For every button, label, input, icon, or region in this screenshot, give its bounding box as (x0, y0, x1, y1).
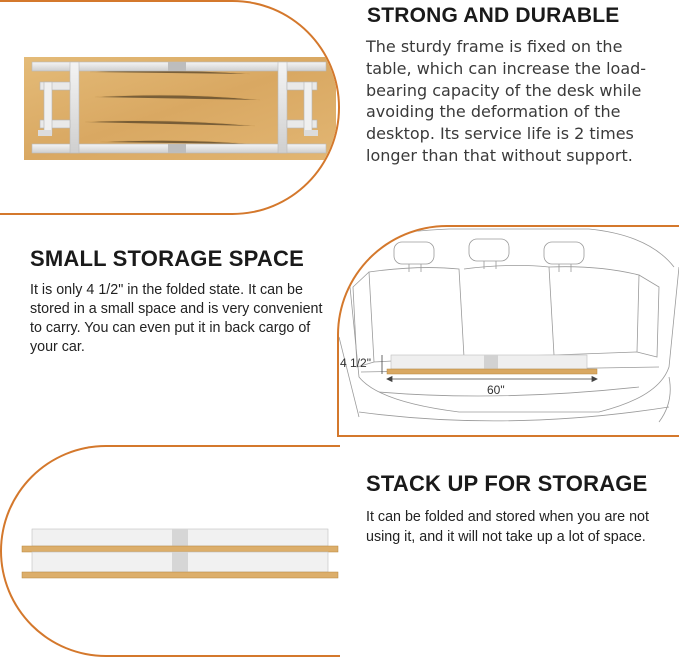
stacked-tables-illustration (2, 447, 340, 657)
section-body-stack: It can be folded and stored when you are not using it, and it will not take up a lot of space. (366, 509, 649, 545)
car-trunk-illustration (339, 227, 679, 437)
frame-underside-panel (0, 0, 340, 215)
section-heading-storage: SMALL STORAGE SPACE (30, 246, 304, 271)
stacked-tables-panel (0, 445, 340, 657)
section-body-strong: The sturdy frame is fixed on the table, which can increase the load-bearing capacity of the desk while avoiding the deformation of the desktop. Its service life is 2 times longer than that without support. (366, 37, 647, 165)
car-cargo-panel (337, 225, 679, 437)
folded-table-top (387, 369, 597, 374)
section-heading-strong: STRONG AND DURABLE (367, 4, 620, 27)
height-dimension-label: 4 1/2" (340, 356, 371, 370)
table-underside-illustration (0, 2, 340, 215)
upper-table-top (22, 546, 338, 552)
section-body-storage: It is only 4 1/2" in the folded state. It can be stored in a small space and is very convenient to carry. You can even put it in back cargo of your car. (30, 282, 323, 355)
lower-table-top (22, 572, 338, 578)
section-heading-stack: STACK UP FOR STORAGE (366, 471, 648, 496)
length-dimension-label: 60" (487, 383, 505, 397)
